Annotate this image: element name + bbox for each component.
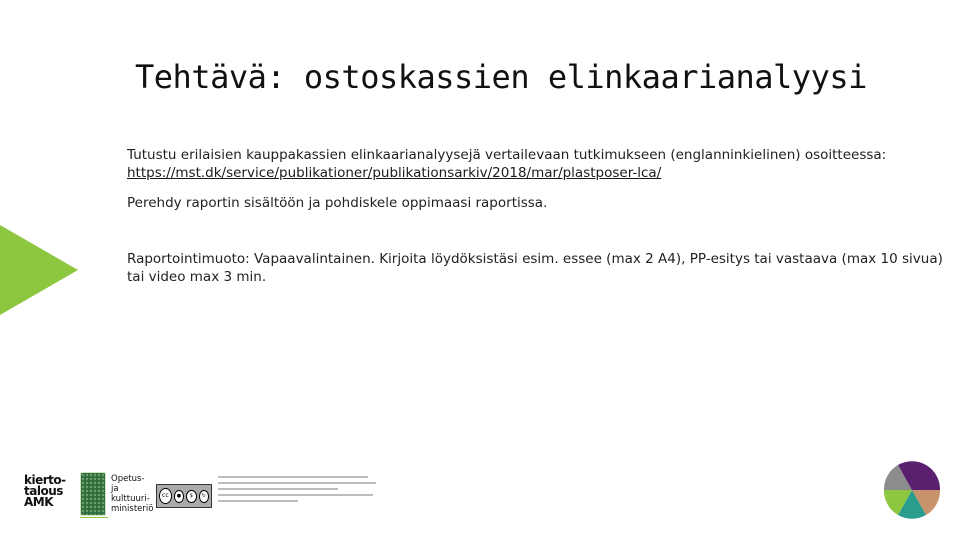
paragraph-instructions: Perehdy raportin sisältöön ja pohdiskele oppimaasi raportissa.	[127, 195, 548, 211]
report-link[interactable]: https://mst.dk/service/publikationer/publikationsarkiv/2018/mar/plastposer-lca/	[127, 165, 662, 181]
ministry-crest-icon	[80, 472, 106, 516]
brand-petal-logo	[882, 460, 942, 520]
intro-text: Tutustu erilaisien kauppakassien elinkaarianalyysejä vertailevaan tutkimukseen (englanninkielinen) osoitteessa:	[127, 147, 887, 163]
ministry-name: Opetus- ja kulttuuri- ministeriö	[111, 474, 154, 514]
triangle-arrow-shape	[0, 225, 78, 315]
nc-icon: $	[186, 490, 196, 503]
license-fine-print	[218, 476, 378, 506]
by-icon: ●	[174, 490, 184, 503]
sa-icon: ↻	[199, 490, 209, 503]
cc-icon: cc	[159, 488, 172, 504]
paragraph-report-format: Raportointimuoto: Vapaavalintainen. Kirjoita löydöksistäsi esim. essee (max 2 A4), PP-esitys tai vastaava (max 10 sivua) tai video max 3 min.	[127, 251, 943, 285]
logo-subtext-mark	[24, 510, 72, 515]
slide-content	[127, 146, 947, 286]
ministry-underline	[80, 517, 108, 518]
paragraph-study-intro	[127, 146, 947, 182]
creative-commons-badge	[156, 484, 212, 508]
kiertotalous-amk-logo: kierto- talous AMK	[24, 475, 72, 515]
slide-title: Tehtävä: ostoskassien elinkaarianalyysi	[135, 58, 867, 96]
